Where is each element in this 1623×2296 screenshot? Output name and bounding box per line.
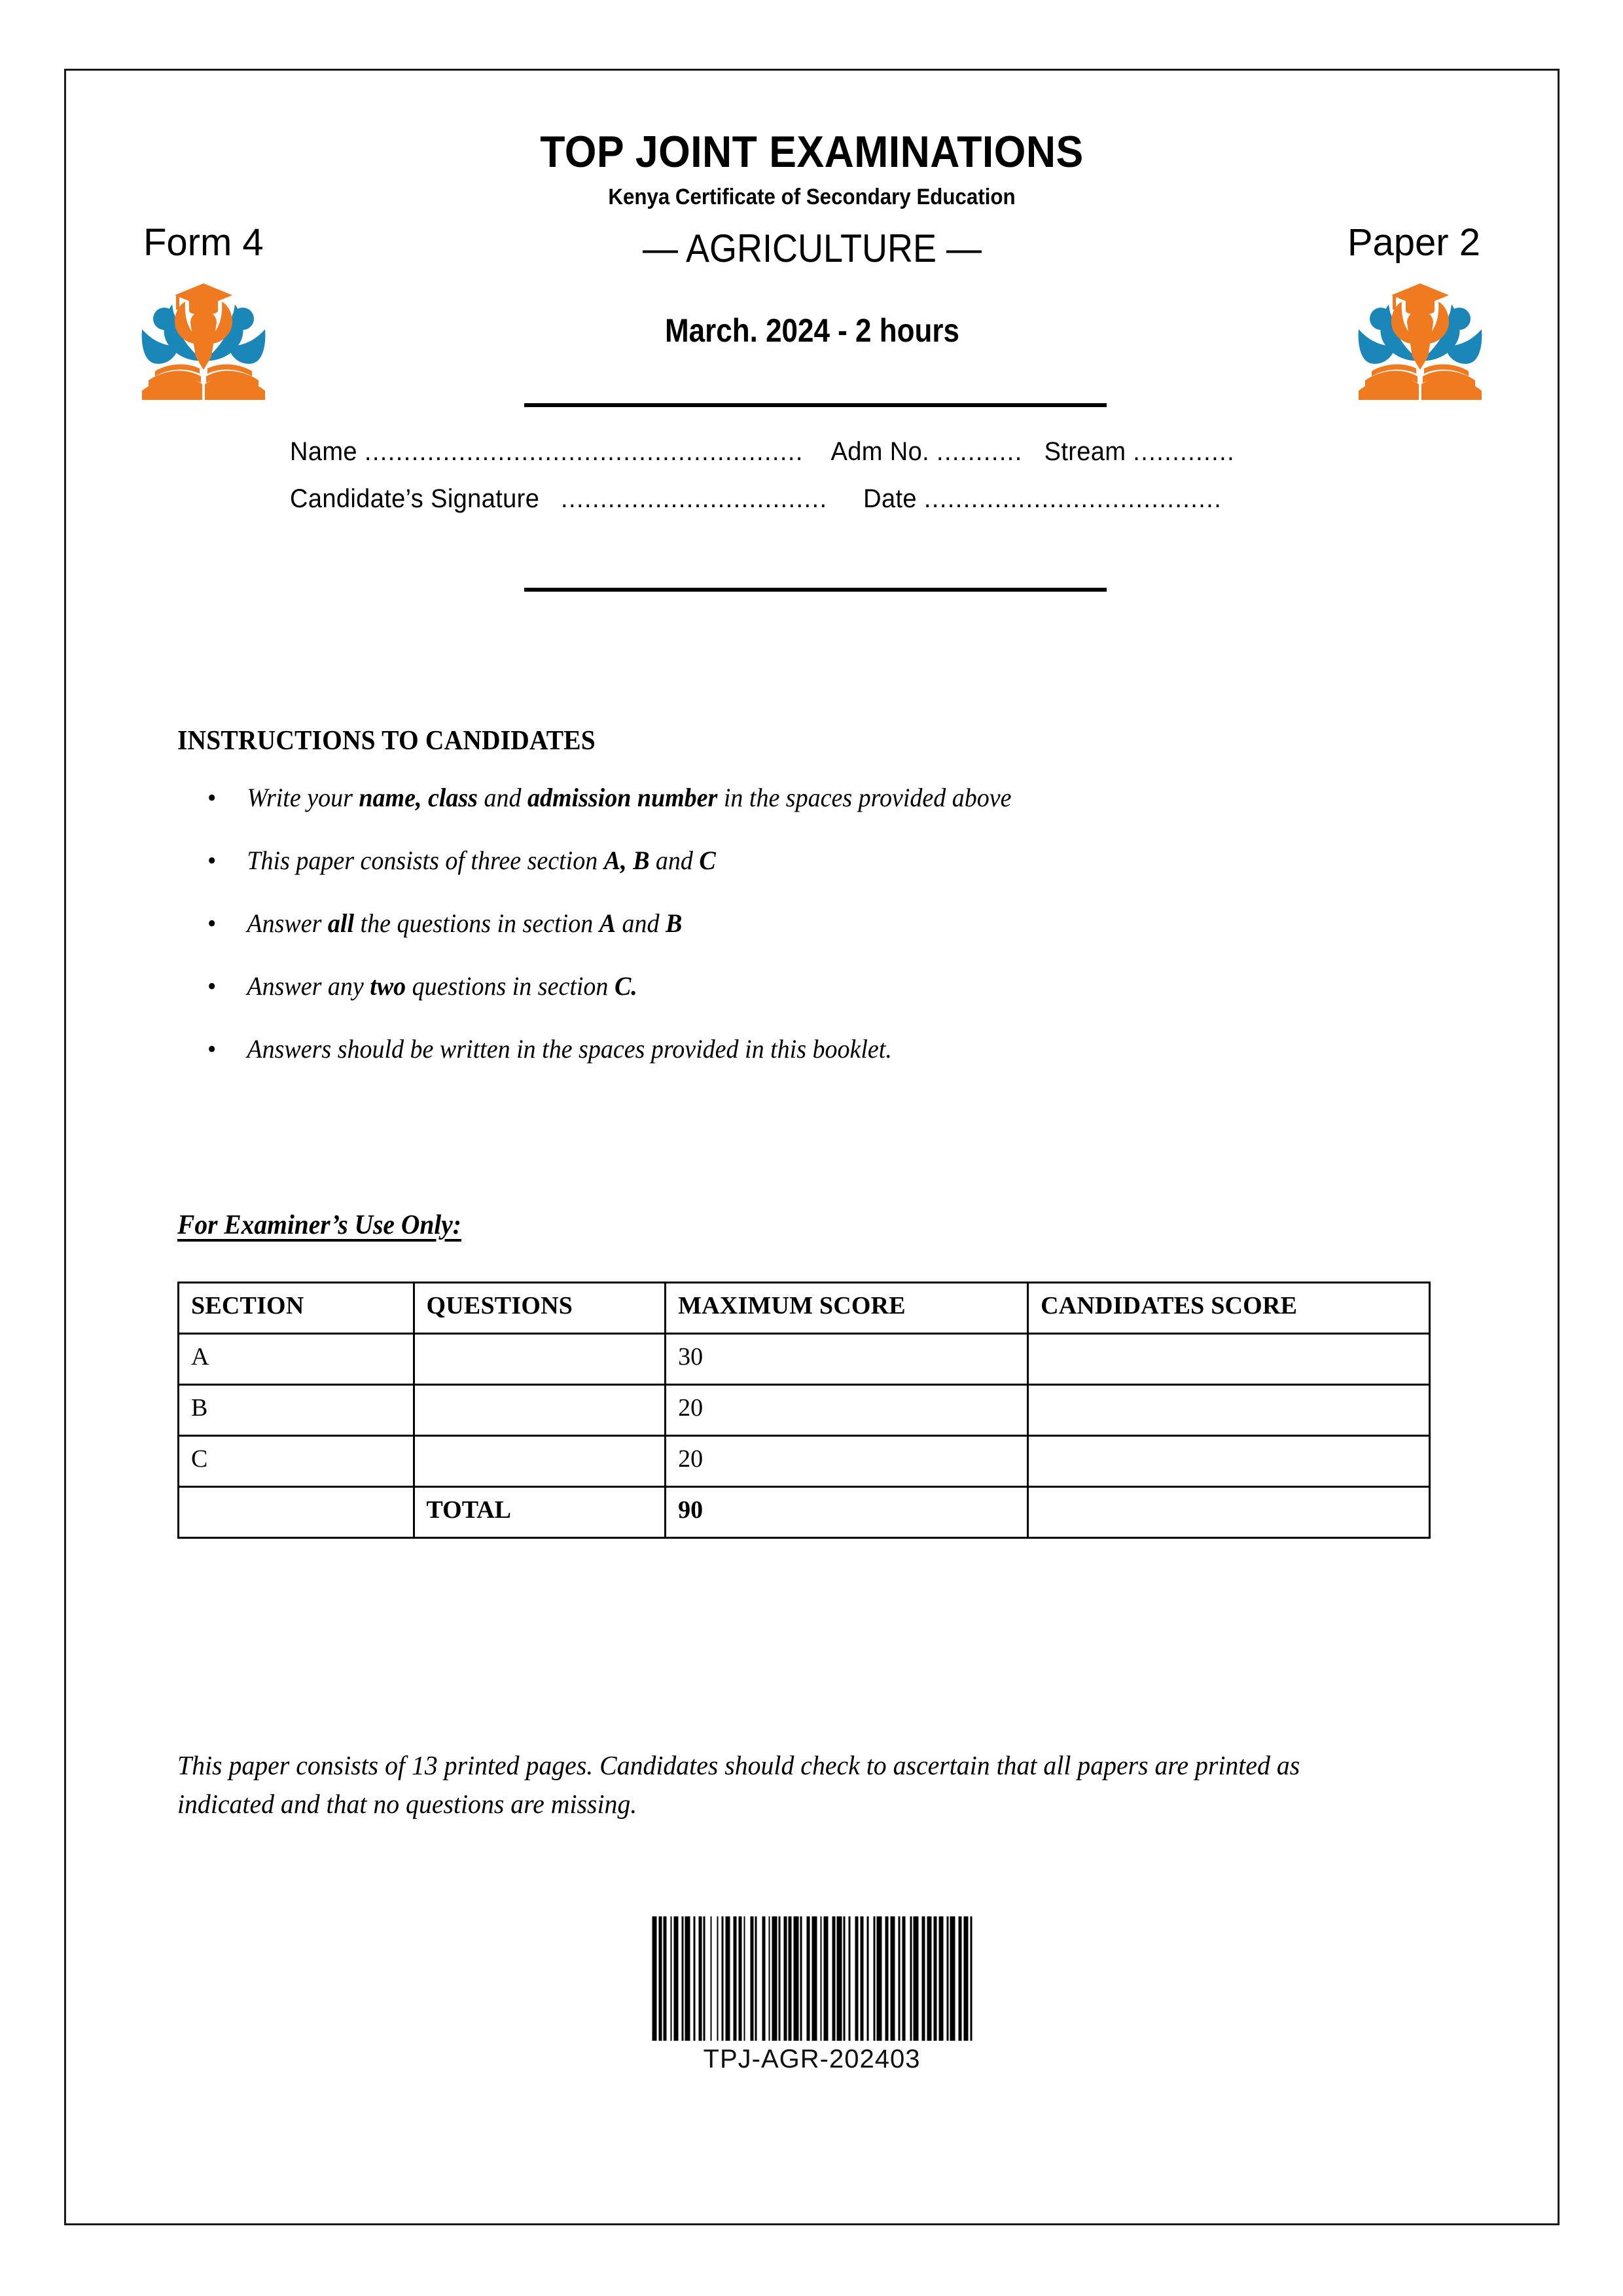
instruction-text: the questions in section <box>354 908 599 938</box>
table-row <box>179 1334 1430 1385</box>
barcode-bar <box>963 1916 969 2041</box>
adm-no-label: Adm No. <box>830 437 930 466</box>
instruction-item <box>177 971 1396 1001</box>
date-dots: ...................................... <box>923 484 1222 513</box>
barcode-bar <box>823 1916 829 2041</box>
barcode-bar <box>725 1916 730 2041</box>
stream-dots: ............. <box>1133 437 1236 466</box>
barcode-block <box>652 1916 972 2074</box>
barcode-bar <box>812 1916 817 2041</box>
cell-questions <box>414 1385 666 1436</box>
bullet-icon: • <box>207 1034 216 1064</box>
barcode-bar <box>905 1916 910 2041</box>
column-header-questions: QUESTIONS <box>414 1283 666 1334</box>
printed-pages-note: This paper consists of 13 printed pages. Candidates should check to ascertain that all papers are printed as indicated and that no questions are missing. <box>177 1750 1300 1820</box>
instruction-item <box>177 1034 1396 1064</box>
cell-maximum-score: 20 <box>666 1436 1028 1487</box>
examiner-use-heading: For Examiner’s Use Only: <box>177 1210 461 1240</box>
score-table <box>177 1282 1431 1539</box>
instruction-text: in the spaces provided above <box>717 783 1012 812</box>
cell-questions <box>414 1334 666 1385</box>
name-dots: ........................................................ <box>364 437 804 466</box>
barcode-bar <box>970 1916 972 2041</box>
barcode-bar <box>927 1916 932 2041</box>
table-row <box>179 1385 1430 1436</box>
bullet-icon: • <box>207 846 216 875</box>
signature-dots: .................................. <box>561 484 828 513</box>
date-label: Date <box>863 484 917 513</box>
instruction-emphasis: two <box>370 971 406 1001</box>
instructions-list <box>177 783 1460 1064</box>
graduates-open-book-logo-icon <box>138 278 269 403</box>
instruction-text: and <box>616 908 666 938</box>
instruction-text: Write your <box>247 783 359 812</box>
instruction-text: and <box>477 783 527 812</box>
instruction-text: This paper consists of three section <box>247 846 604 875</box>
signature-field-line[interactable] <box>66 484 1483 531</box>
cell-section: A <box>179 1334 414 1385</box>
barcode-bar <box>850 1916 855 2041</box>
instruction-emphasis: admission number <box>527 783 718 812</box>
instruction-emphasis: A, B <box>603 846 650 875</box>
cell-candidates-score[interactable] <box>1028 1487 1430 1538</box>
column-header-maximum-score: MAXIMUM SCORE <box>666 1283 1028 1334</box>
bullet-icon: • <box>207 783 216 812</box>
barcode-bar <box>712 1916 717 2041</box>
instruction-item <box>177 783 1396 813</box>
signature-label: Candidate’s Signature <box>290 484 540 513</box>
barcode-bar <box>772 1916 777 2041</box>
instruction-emphasis: B <box>666 908 683 938</box>
barcode-bar <box>914 1916 919 2041</box>
barcode-bar <box>793 1916 798 2041</box>
barcode-bar <box>757 1916 762 2041</box>
table-header-row <box>179 1283 1430 1334</box>
instruction-item <box>177 908 1396 939</box>
table-row <box>179 1436 1430 1487</box>
cell-maximum-score: 90 <box>666 1487 1028 1538</box>
graduates-open-book-logo-icon-right <box>1355 278 1486 403</box>
barcode-bar <box>868 1916 874 2041</box>
barcode-label: TPJ-AGR-202403 <box>703 2045 921 2073</box>
instruction-emphasis: C <box>699 846 716 875</box>
exam-cover-page <box>64 69 1560 2225</box>
name-field-line[interactable] <box>66 437 1483 484</box>
subject-label: — AGRICULTURE — <box>642 226 982 270</box>
instruction-text: and <box>649 846 700 875</box>
barcode-bar <box>673 1916 679 2041</box>
cell-section: B <box>179 1385 414 1436</box>
table-row <box>179 1487 1430 1538</box>
instruction-text: Answer <box>247 908 328 938</box>
barcode-image <box>652 1916 972 2041</box>
instruction-item <box>177 846 1396 876</box>
candidate-details-block <box>66 437 1558 531</box>
cell-maximum-score: 30 <box>666 1334 1028 1385</box>
masthead <box>66 71 1558 380</box>
cell-maximum-score: 20 <box>666 1385 1028 1436</box>
exam-subtitle: Kenya Certificate of Secondary Education <box>608 185 1016 209</box>
name-label: Name <box>290 437 357 466</box>
cell-section <box>179 1487 414 1538</box>
barcode-bar <box>745 1916 751 2041</box>
title-row <box>66 216 1558 380</box>
cell-candidates-score[interactable] <box>1028 1385 1430 1436</box>
header-divider-bottom <box>524 588 1107 592</box>
barcode-bar <box>837 1916 842 2041</box>
cell-questions <box>414 1436 666 1487</box>
cell-section: C <box>179 1436 414 1487</box>
barcode-bar <box>705 1916 711 2041</box>
instruction-emphasis: name, class <box>359 783 478 812</box>
instructions-section <box>177 725 1460 1097</box>
barcode-bar <box>685 1916 690 2041</box>
cell-candidates-score[interactable] <box>1028 1436 1430 1487</box>
instruction-text: Answers should be written in the spaces provided in this booklet. <box>247 1034 892 1064</box>
score-table-body <box>179 1334 1430 1538</box>
exam-title: TOP JOINT EXAMINATIONS <box>540 127 1084 177</box>
instruction-text: Answer any <box>247 971 370 1001</box>
instruction-text: questions in section <box>406 971 615 1001</box>
barcode-bar <box>877 1916 882 2041</box>
barcode-bar <box>652 1916 657 2041</box>
barcode-bar <box>890 1916 895 2041</box>
adm-no-dots: ........... <box>936 437 1023 466</box>
cell-questions: TOTAL <box>414 1487 666 1538</box>
bullet-icon: • <box>207 908 216 938</box>
form-label: Form 4 <box>143 221 264 264</box>
paper-label: Paper 2 <box>1347 221 1480 264</box>
instruction-emphasis: all <box>327 908 355 938</box>
barcode-bar <box>938 1916 944 2041</box>
header-divider-top <box>524 403 1107 407</box>
bullet-icon: • <box>207 971 216 1001</box>
instruction-emphasis: A <box>599 908 616 938</box>
date-duration-label: March. 2024 - 2 hours <box>664 312 959 349</box>
cell-candidates-score[interactable] <box>1028 1334 1430 1385</box>
instructions-heading: INSTRUCTIONS TO CANDIDATES <box>177 726 596 756</box>
stream-label: Stream <box>1044 437 1126 466</box>
barcode-bar <box>950 1916 955 2041</box>
column-header-section: SECTION <box>179 1283 414 1334</box>
column-header-candidates-score: CANDIDATES SCORE <box>1028 1283 1430 1334</box>
instruction-emphasis: C. <box>614 971 637 1001</box>
barcode-bar <box>802 1916 807 2041</box>
